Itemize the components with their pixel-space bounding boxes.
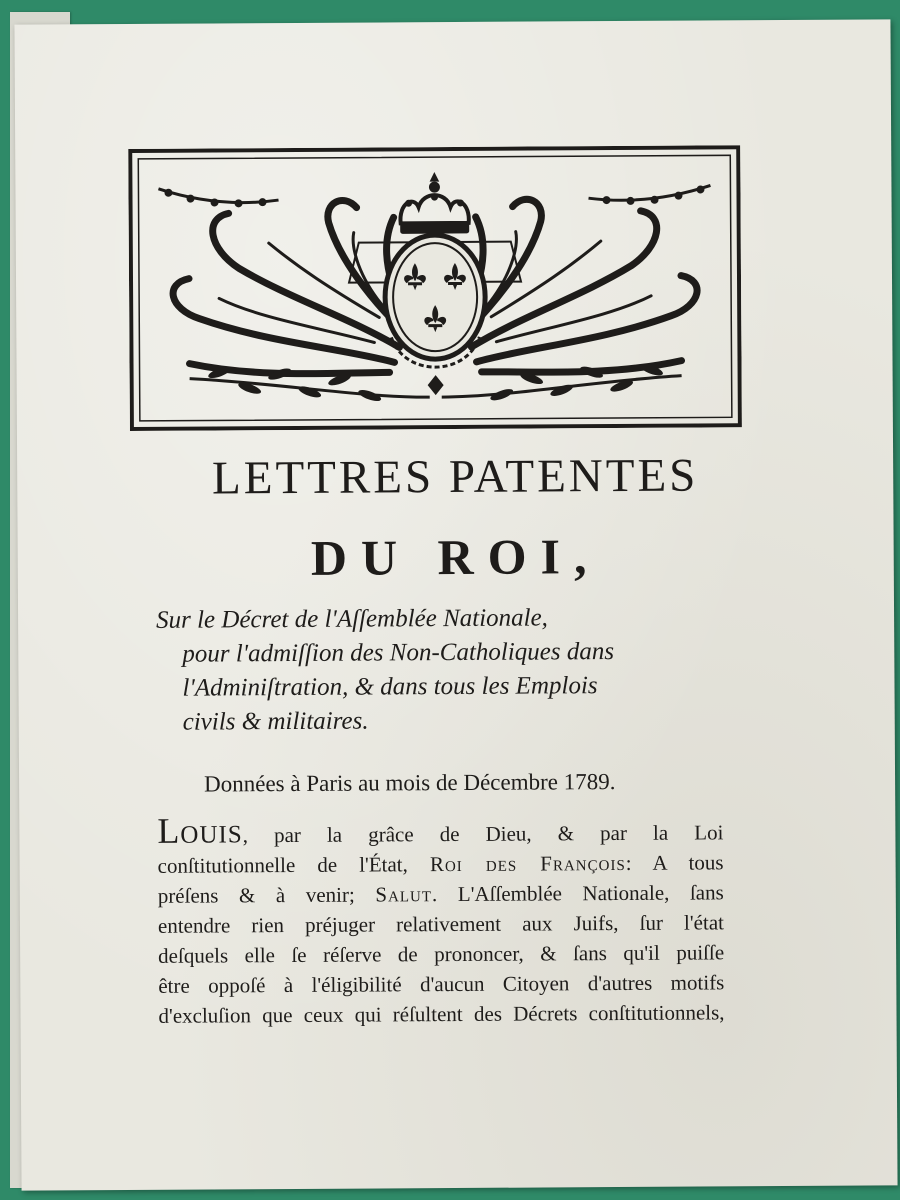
body-line <box>157 812 723 850</box>
body-line: d'excluſion que ceux qui réſultent des Décrets conſtitutionnels, <box>158 1000 725 1028</box>
body-line: être oppoſé à l'éligibilité d'aucun Citoyen d'autres motifs <box>158 970 725 998</box>
document-page <box>14 19 897 1190</box>
body-text <box>157 812 724 1030</box>
body-line-text: : A tous <box>625 850 724 875</box>
body-caps-text: Salut <box>375 882 433 907</box>
subject-line: Sur le Décret de l'Aſſemblée Nationale, <box>156 604 548 634</box>
date-line: Données à Paris au mois de Décembre 1789. <box>204 769 616 797</box>
body-line: entendre rien préjuger relativement aux Juifs, ſur l'état <box>157 910 725 938</box>
body-line: deſquels elle ſe réſerve de prononcer, & ſans qu'il puiſſe <box>158 940 725 968</box>
body-line-text: conſtitutionnelle de l'État, <box>157 852 430 878</box>
document-title-line-1: LETTRES PATENTES <box>211 449 699 505</box>
body-line-text: . L'Aſſemblée Nationale, ſans <box>431 880 724 907</box>
subject-line: civils & militaires. <box>182 707 369 736</box>
body-line-text: préſens & à venir; <box>157 882 376 908</box>
document-title-line-2: DU ROI, <box>310 528 601 586</box>
dropcap-word: Louis <box>157 810 243 851</box>
body-line-text: , par la grâce de Dieu, & par la Loi <box>242 820 724 848</box>
bleed-through-text <box>485 501 635 526</box>
body-line <box>158 877 724 910</box>
body-caps-text: Roi des François <box>429 850 626 877</box>
document-subject <box>156 600 717 739</box>
royal-coat-of-arms-ornament-icon <box>128 145 742 431</box>
body-line <box>157 847 723 880</box>
subject-line: l'Adminiſtration, & dans tous les Emplois <box>182 672 598 702</box>
subject-line: pour l'admiſſion des Non-Catholiques dans <box>182 638 615 668</box>
